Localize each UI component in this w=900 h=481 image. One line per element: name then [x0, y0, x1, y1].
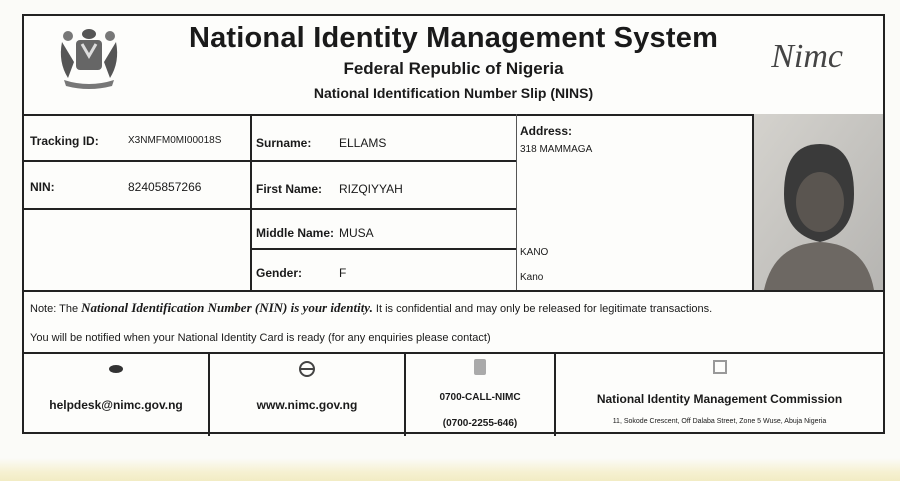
address-state: Kano	[520, 272, 544, 283]
divider	[250, 114, 252, 290]
nimc-logo: Nimc	[771, 38, 843, 75]
divider	[24, 290, 883, 292]
nin-slip	[22, 14, 885, 434]
email-icon	[108, 364, 124, 374]
note-suffix: It is confidential and may only be released for legitimate transactions.	[375, 303, 713, 315]
paper-edge	[0, 458, 900, 481]
note-line-1	[30, 300, 712, 316]
note-line-2: You will be notified when your National Identity Card is ready (for any enquiries please contact)	[30, 332, 491, 344]
tracking-id-label: Tracking ID:	[30, 134, 99, 148]
surname-label: Surname:	[256, 136, 312, 150]
gender-value: F	[339, 266, 347, 280]
divider	[516, 114, 517, 290]
passport-photo	[754, 114, 883, 290]
slip-header	[24, 16, 883, 116]
note-emphasis: National Identification Number (NIN) is your identity.	[81, 300, 373, 315]
divider	[250, 160, 516, 162]
address-line: 318 MAMMAGA	[520, 144, 593, 155]
divider	[24, 160, 250, 162]
footer-phone	[406, 354, 554, 434]
country-name: Federal Republic of Nigeria	[343, 59, 564, 78]
first-name-label: First Name:	[256, 182, 323, 196]
slip-title: National Identification Number Slip (NINS)	[313, 85, 594, 101]
divider	[24, 208, 250, 210]
first-name-value: RIZQIYYAH	[339, 182, 403, 196]
note-prefix: Note: The	[30, 303, 79, 315]
building-icon	[713, 360, 727, 374]
address-lga: KANO	[520, 247, 549, 258]
divider	[250, 208, 516, 210]
nin-label: NIN:	[30, 180, 55, 194]
footer-email	[24, 354, 208, 434]
middle-name-label: Middle Name:	[256, 226, 335, 240]
website-link[interactable]: www.nimc.gov.ng	[256, 398, 358, 412]
divider	[250, 248, 516, 250]
page-title: National Identity Management System	[188, 22, 719, 54]
phone-icon	[472, 358, 488, 376]
surname-value: ELLAMS	[339, 136, 387, 150]
nin-value: 82405857266	[128, 180, 202, 194]
browser-icon	[297, 360, 317, 378]
address-label: Address:	[520, 124, 573, 138]
phone-number: 0700-CALL-NIMC	[439, 392, 521, 403]
email-link[interactable]: helpdesk@nimc.gov.ng	[49, 398, 183, 412]
org-address: 11, Sokode Crescent, Off Dalaba Street, Zone 5 Wuse, Abuja Nigeria	[612, 418, 827, 425]
phone-number-digits: (0700-2255-646)	[442, 418, 518, 429]
middle-name-value: MUSA	[339, 226, 374, 240]
person-photo-icon	[754, 114, 883, 290]
gender-label: Gender:	[256, 266, 303, 280]
tracking-id-value: X3NMFM0MI00018S	[128, 135, 222, 146]
org-name: National Identity Management Commission	[596, 392, 843, 406]
footer-website	[210, 354, 404, 434]
footer-org	[556, 354, 883, 434]
